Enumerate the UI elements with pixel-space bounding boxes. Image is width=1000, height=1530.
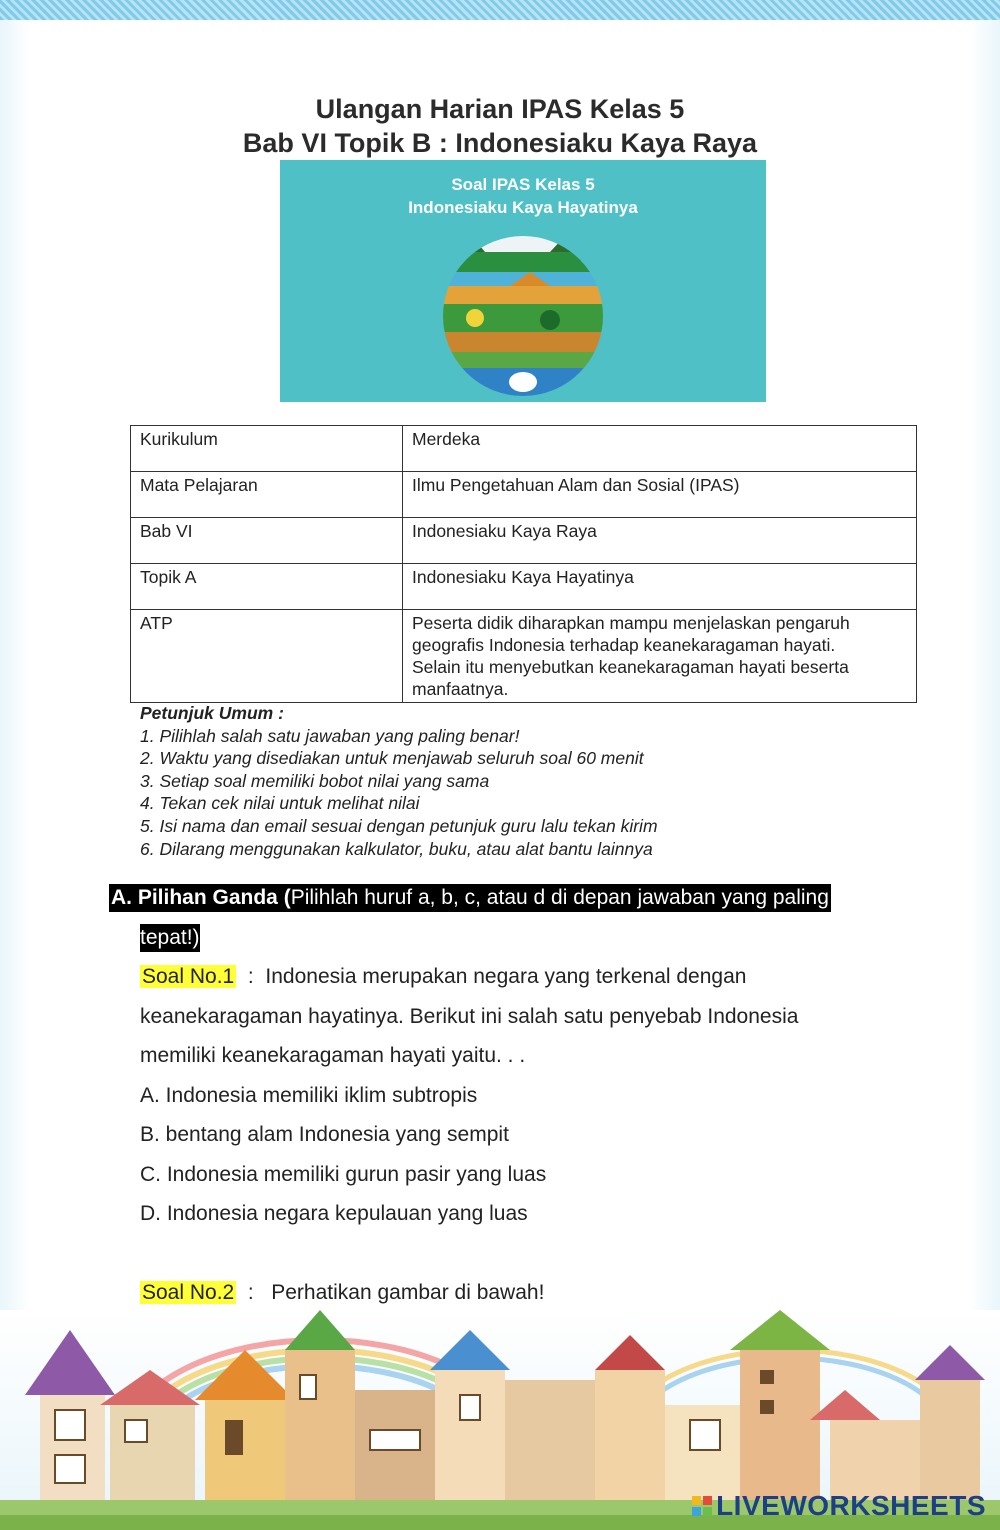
- question-2-text: Perhatikan gambar di bawah!: [271, 1281, 545, 1304]
- instructions-heading: Petunjuk Umum :: [140, 703, 284, 723]
- table-row: [131, 610, 917, 703]
- info-table: [130, 425, 917, 703]
- table-value-mata-pelajaran: Ilmu Pengetahuan Alam dan Sosial (IPAS): [403, 472, 917, 518]
- instruction-item: 6. Dilarang menggunakan kalkulator, buku, atau alat bantu lainnya: [140, 838, 653, 859]
- instruction-item: 1. Pilihlah salah satu jawaban yang paling benar!: [140, 725, 520, 746]
- cover-banner-image: [280, 160, 766, 402]
- page-title: Ulangan Harian IPAS Kelas 5: [315, 94, 685, 124]
- question-1-option-c[interactable]: C. Indonesia memiliki gurun pasir yang luas: [140, 1163, 547, 1186]
- liveworksheets-logo[interactable]: [692, 1490, 986, 1522]
- table-key-topik: Topik A: [131, 564, 403, 610]
- table-row: [131, 564, 917, 610]
- instruction-item: 3. Setiap soal memiliki bobot nilai yang sama: [140, 770, 490, 791]
- question-1-text-cont: memiliki keanekaragaman hayati yaitu. . .: [140, 1044, 526, 1067]
- table-value-topik: Indonesiaku Kaya Hayatinya: [403, 564, 917, 610]
- instruction-item: 5. Isi nama dan email sesuai dengan petunjuk guru lalu tekan kirim: [140, 815, 658, 836]
- banner-title: Soal IPAS Kelas 5: [451, 175, 595, 194]
- atp-line: geografis Indonesia terhadap keanekaragaman hayati.: [412, 635, 836, 655]
- question-2-label: Soal No.2: [142, 1281, 235, 1304]
- decorative-top-border: [0, 0, 1000, 20]
- question-1-label: Soal No.1: [142, 965, 235, 988]
- instruction-item: 2. Waktu yang disediakan untuk menjawab seluruh soal 60 menit: [140, 748, 644, 769]
- atp-line: Selain itu menyebutkan keanekaragaman hayati beserta: [412, 657, 849, 677]
- table-key-bab: Bab VI: [131, 518, 403, 564]
- question-1-text-cont: keanekaragaman hayatinya. Berikut ini salah satu penyebab Indonesia: [140, 1005, 799, 1028]
- table-row: [131, 472, 917, 518]
- table-row: [131, 518, 917, 564]
- table-value-bab: Indonesiaku Kaya Raya: [403, 518, 917, 564]
- section-a-instruction: Pilihlah huruf a, b, c, atau d di depan jawaban yang paling: [290, 886, 829, 909]
- question-1-stem: [140, 963, 746, 991]
- liveworksheets-logo-icon: [692, 1496, 712, 1516]
- section-a-label: A. Pilihan Ganda (: [111, 886, 291, 909]
- question-2-separator: :: [236, 1281, 272, 1304]
- question-1-separator: :: [236, 965, 266, 988]
- question-1-option-d[interactable]: D. Indonesia negara kepulauan yang luas: [140, 1202, 528, 1225]
- question-1-text: Indonesia merupakan negara yang terkenal dengan: [265, 965, 747, 988]
- left-page-tint: [0, 20, 30, 1320]
- general-instructions: [140, 702, 658, 860]
- atp-line: manfaatnya.: [412, 679, 509, 699]
- instruction-item: 4. Tekan cek nilai untuk melihat nilai: [140, 793, 420, 814]
- table-row: [131, 426, 917, 472]
- question-2-stem: [140, 1279, 544, 1307]
- table-key-atp: ATP: [131, 610, 403, 703]
- question-1-option-a[interactable]: A. Indonesia memiliki iklim subtropis: [140, 1084, 478, 1107]
- page-subtitle: Bab VI Topik B : Indonesiaku Kaya Raya: [242, 128, 758, 158]
- table-key-kurikulum: Kurikulum: [131, 426, 403, 472]
- table-key-mata-pelajaran: Mata Pelajaran: [131, 472, 403, 518]
- banner-subtitle: Indonesiaku Kaya Hayatinya: [408, 198, 638, 217]
- table-value-atp: [403, 610, 917, 703]
- liveworksheets-logo-text: LIVEWORKSHEETS: [716, 1490, 986, 1521]
- question-1-option-b[interactable]: B. bentang alam Indonesia yang sempit: [140, 1123, 509, 1146]
- atp-line: Peserta didik diharapkan mampu menjelaskan pengaruh: [412, 613, 850, 633]
- table-value-kurikulum: Merdeka: [403, 426, 917, 472]
- section-a-instruction-cont: tepat!): [140, 924, 200, 952]
- section-a-heading: [109, 884, 831, 912]
- right-page-tint: [970, 20, 1000, 1320]
